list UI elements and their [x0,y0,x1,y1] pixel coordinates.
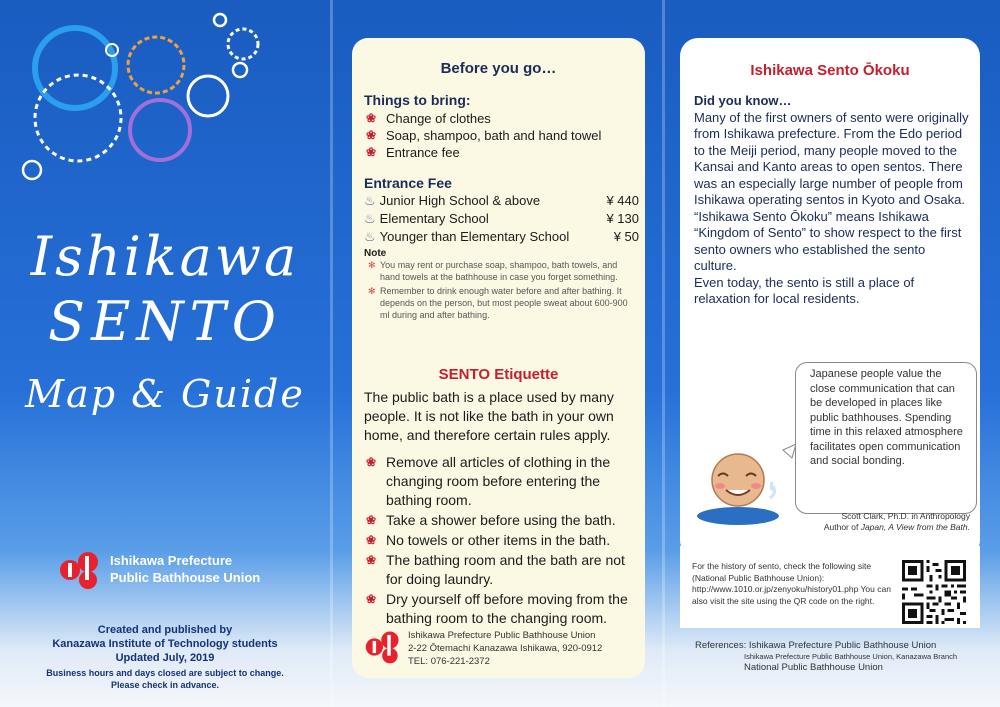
history-paragraph: Many of the first owners of sento were originally from Ishikawa prefecture. From the Edo period to the Meiji period, many people moved to the Kansai and Kanto areas to open sentos. There was an especially large number of people from Ishikawa operating sentos in Kyoto and Osaka. “Ishikawa Sento Ōkoku” means Ishikawa “Kingdom of Sento” to show respect to the first sento owners who established the sento culture. [694,109,969,273]
union-address: Ishikawa Prefecture Public Bathhouse Union 2-22 Ōtemachi Kanazawa Ishikawa, 920-0912 TEL: 076-221-2372 [408,630,603,667]
entrance-fee-heading: Entrance Fee [364,175,452,191]
union-logo-icon [364,628,402,666]
fee-table [364,192,639,246]
title-sento: SENTO [48,290,282,353]
note-heading: Note [364,248,387,259]
title-ishikawa: Ishikawa [30,225,300,288]
credits: Created and published by Kanazawa Institute of Technology students Updated July, 2019 [52,624,278,664]
note-item: ✻ You may rent or purchase soap, shampoo, bath towels, and hand towels at the bathhouse in case you forget something. [368,260,618,282]
etiquette-intro: The public bath is a place used by many people. It is not like the bath in your own home, and therefore certain rules apply. [364,389,614,443]
fee-row: ♨ Younger than Elementary School ¥ 50 [364,229,639,244]
etiquette-heading: SENTO Etiquette [438,366,559,383]
list-item: ❀ The bathing room and the bath are not for doing laundry. [366,552,625,587]
fee-row: ♨ Elementary School ¥ 130 [364,211,639,226]
references: References: Ishikawa Prefecture Public Bathhouse Union Ishikawa Prefecture Public Bathhouse Union, Kanazawa Branch National Public Bathhouse Union [695,640,958,673]
list-item: ❀ Take a shower before using the bath. [366,512,616,528]
etiquette-list [364,453,639,628]
bath-icon: ♨ [364,211,376,226]
union-logo-icon [58,548,102,592]
list-item: ❀ Soap, shampoo, bath and hand towel [366,128,602,143]
did-you-know-heading: Did you know… [694,93,792,108]
bubbles-illustration [20,10,260,190]
list-item: ❀ Change of clothes [366,111,491,126]
note-item: ✻ Remember to drink enough water before and after bathing. It depends on the person, but most people sweat about 600-900 ml during and after bathing. [368,286,628,320]
union-name: Ishikawa Prefecture Public Bathhouse Union [110,553,261,585]
things-to-bring-heading: Things to bring: [364,92,471,108]
qr-code-icon[interactable] [902,560,966,624]
list-item: ❀ Dry yourself off before moving from the bathing room to the changing room. [366,591,628,626]
quote-text: Japanese people value the close communication that can be developed in places like public bathhouses. Spending time in this relaxed atmosphere facilitates open communication and social bonding. [810,368,963,467]
things-to-bring-list [364,110,639,161]
before-you-go-card [352,38,645,678]
fee-row: ♨ Junior High School & above ¥ 440 [364,193,639,208]
before-you-go-heading: Before you go… [440,60,557,77]
quote-attribution: Scott Clark, Ph.D. in Anthropology Author of Japan, A View from the Bath. [823,511,970,532]
bath-icon: ♨ [364,193,376,208]
list-item: ❀ Remove all articles of clothing in the changing room before entering the bathing room. [366,454,611,508]
sento-okoku-heading: Ishikawa Sento Ōkoku [750,62,910,79]
history-info-text: For the history of sento, check the following site (National Public Bathhouse Union): http://www.1010.or.jp/zenyoku/history01.php You can also visit the site using the QR code on the right. [692,561,891,606]
disclaimer: Business hours and days closed are subject to change. Please check in advance. [46,668,284,690]
list-item: ❀ No towels or other items in the bath. [366,532,611,548]
title-map-guide: Map & Guide [25,372,305,416]
list-item: ❀ Entrance fee [366,145,460,160]
bath-icon: ♨ [364,229,376,244]
relaxation-paragraph: Even today, the sento is still a place of relaxation for local residents. [694,274,915,306]
